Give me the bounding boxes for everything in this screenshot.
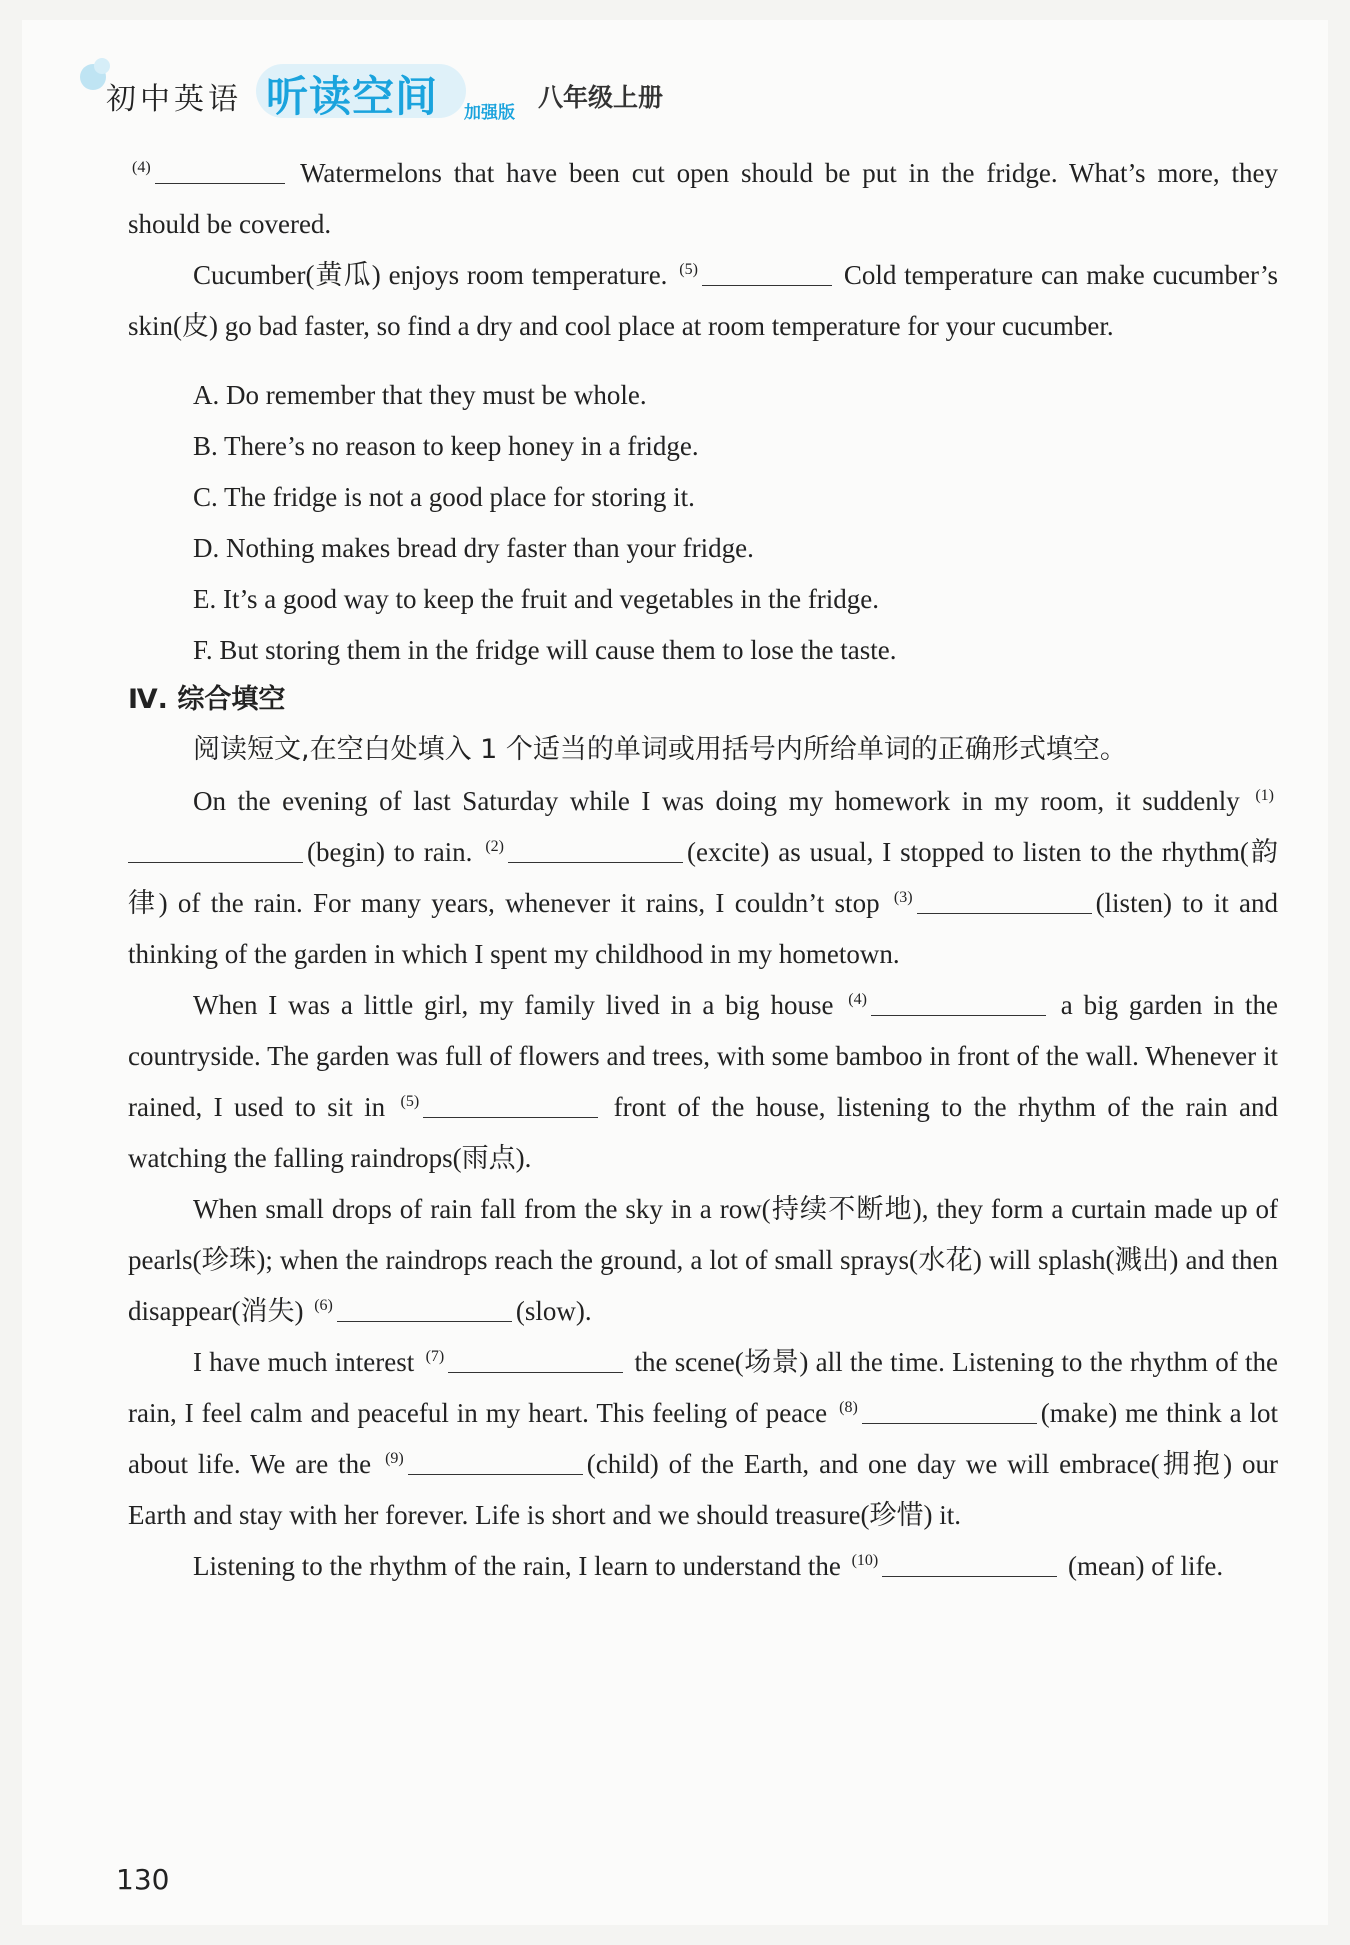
passage-paragraph: On the evening of last Saturday while I was doing my homework in my room, it suddenly $^{(1)}$(begin) to rain. $^{(2)}$ (excite) as usual, I stopped to listen to the rhythm(韵律) of the rain. For many years, whenever it rains, I couldn’t stop $^{(3)}$ (listen) to it and thinking of the garden in which I spent my childhood in my hometown. (128, 786, 1279, 969)
brand-title: 听读空间 (266, 72, 439, 121)
option-item: A. Do remember that they must be whole. (193, 380, 647, 410)
blank-number: (4) (132, 159, 151, 176)
option-item: F. But storing them in the fridge will cause them to lose the taste. (193, 635, 897, 665)
page-number: 130 (116, 1863, 170, 1896)
answer-blank (408, 1448, 583, 1475)
blank-number: (5) (679, 261, 698, 278)
grade-label: 八年级上册 (538, 83, 664, 112)
passage-paragraph: When small drops of rain fall from the sky in a row(持续不断地), they form a curtain made up of pearls(珍珠); when the raindrops reach the ground, a lot of small sprays(水花) will splash(溅出) and then disappear(消失) $^{(6)}$ (slow). (128, 1194, 1278, 1326)
answer-blank (423, 1091, 598, 1118)
answer-blank (882, 1550, 1057, 1577)
blank-number: (2) (485, 838, 504, 855)
answer-blank (862, 1397, 1037, 1424)
section-title: Ⅳ. 综合填空 (128, 684, 286, 715)
passage-paragraph: I have much interest $^{(7)}$ the scene(场景) all the time. Listening to the rhythm of the rain, I feel calm and peaceful in my heart. This feeling of peace $^{(8)}$ (make) me think a lot about life. We are the $^{(9)}$ (child) of the Earth, and one day we will embrace(拥抱) our Earth and stay with her forever. Life is short and we should treasure(珍惜) it. (128, 1347, 1279, 1530)
answer-blank (702, 259, 832, 286)
edition-label: 加强版 (464, 103, 515, 123)
passage-paragraph: Listening to the rhythm of the rain, I learn to understand the $^{(10)}$ (mean) of life. (193, 1551, 1224, 1581)
blank-number: (9) (385, 1450, 404, 1467)
answer-blank (508, 836, 683, 863)
bubble-decoration-icon (94, 58, 110, 74)
options-list (128, 370, 1278, 676)
page-header (80, 60, 780, 124)
blank-number: (4) (848, 991, 867, 1008)
blank-number: (7) (425, 1348, 445, 1365)
series-title: 初中英语 (106, 82, 242, 117)
blank-number: (1) (1255, 787, 1274, 804)
answer-blank (448, 1346, 623, 1373)
blank-number: (5) (400, 1093, 420, 1110)
answer-blank (128, 836, 303, 863)
blank-number: (8) (839, 1399, 858, 1416)
answer-blank (155, 157, 285, 184)
passage-paragraph: $^{(4)}$ Watermelons that have been cut open should be put in the fridge. What’s more, they should be covered. (128, 158, 1278, 239)
blank-number: (6) (314, 1297, 333, 1314)
option-item: C. The fridge is not a good place for storing it. (193, 482, 695, 512)
blank-number: (10) (851, 1552, 879, 1569)
passage-paragraph: Cucumber(黄瓜) enjoys room temperature. $^{(5)}$ Cold temperature can make cucumber’s skin(皮) go bad faster, so find a dry and cool place at room temperature for your cucumber. (128, 260, 1279, 341)
blank-number: (3) (893, 889, 913, 906)
answer-blank (917, 887, 1092, 914)
option-item: E. It’s a good way to keep the fruit and vegetables in the fridge. (193, 584, 880, 614)
option-item: D. Nothing makes bread dry faster than your fridge. (193, 533, 754, 563)
option-item: B. There’s no reason to keep honey in a fridge. (193, 431, 699, 461)
answer-blank (871, 989, 1046, 1016)
section-instruction: 阅读短文,在空白处填入 1 个适当的单词或用括号内所给单词的正确形式填空。 (193, 734, 1127, 765)
page-content (128, 148, 1278, 1592)
page (22, 20, 1328, 1925)
answer-blank (337, 1295, 512, 1322)
passage-paragraph: When I was a little girl, my family lived in a big house $^{(4)}$ a big garden in the countryside. The garden was full of flowers and trees, with some bamboo in front of the wall. Whenever it rained, I used to sit in $^{(5)}$ front of the house, listening to the rhythm of the rain and watching the falling raindrops(雨点). (128, 990, 1278, 1173)
